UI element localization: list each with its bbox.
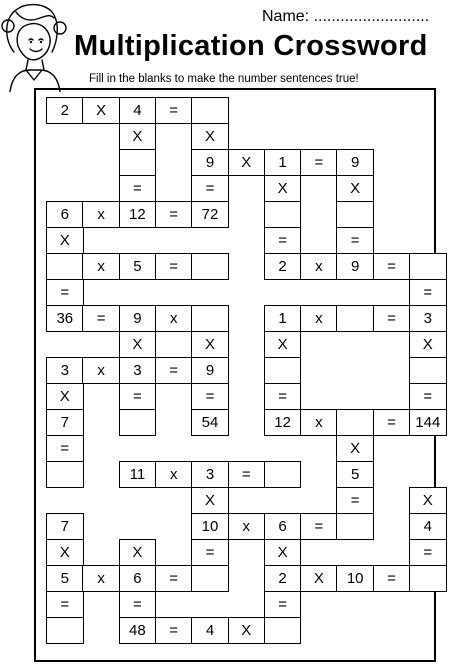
crossword-cell: 72 — [191, 201, 229, 228]
crossword-cell: 5 — [119, 253, 157, 280]
crossword-cell: 11 — [119, 461, 157, 488]
crossword-cell: 9 — [191, 357, 229, 384]
crossword-cell: X — [409, 487, 447, 514]
crossword-cell: X — [119, 539, 157, 566]
blank-answer-cell[interactable] — [191, 565, 229, 592]
girl-avatar-icon — [0, 0, 68, 92]
crossword-cell: X — [191, 331, 229, 358]
crossword-cell: 7 — [46, 409, 84, 436]
crossword-cell: 10 — [191, 513, 229, 540]
crossword-cell: 4 — [191, 617, 229, 644]
crossword-cell: X — [119, 123, 157, 150]
crossword-cell: X — [191, 487, 229, 514]
crossword-cell: X — [264, 175, 302, 202]
crossword-cell: X — [191, 123, 229, 150]
crossword-cell: 3 — [46, 357, 84, 384]
crossword-cell: 2 — [264, 253, 302, 280]
crossword-cell: X — [46, 227, 84, 254]
crossword-cell: 48 — [119, 617, 157, 644]
crossword-cell: 1 — [264, 305, 302, 332]
page-title: Multiplication Crossword — [74, 30, 428, 62]
crossword-cell: X — [228, 149, 266, 176]
crossword-cell: 6 — [264, 513, 302, 540]
crossword-cell: 7 — [46, 513, 84, 540]
crossword-cell: = — [336, 227, 374, 254]
crossword-cell: 5 — [336, 461, 374, 488]
crossword-cell: = — [300, 149, 338, 176]
crossword-cell: 144 — [409, 409, 447, 436]
blank-answer-cell[interactable] — [409, 253, 447, 280]
crossword-cell: = — [373, 305, 411, 332]
crossword-cell: = — [191, 175, 229, 202]
crossword-cell: = — [300, 513, 338, 540]
blank-answer-cell[interactable] — [336, 305, 374, 332]
crossword-cell: = — [191, 539, 229, 566]
crossword-cell: = — [228, 461, 266, 488]
crossword-cell: 3 — [409, 305, 447, 332]
blank-answer-cell[interactable] — [46, 253, 84, 280]
crossword-cell: 12 — [119, 201, 157, 228]
crossword-cell: X — [264, 331, 302, 358]
crossword-cell: X — [228, 617, 266, 644]
crossword-cell: x — [82, 201, 120, 228]
crossword-cell: X — [46, 383, 84, 410]
crossword-cell: 2 — [264, 565, 302, 592]
crossword-cell: x — [155, 461, 193, 488]
blank-answer-cell[interactable] — [336, 201, 374, 228]
crossword-cell: 1 — [264, 149, 302, 176]
blank-answer-cell[interactable] — [264, 617, 302, 644]
blank-answer-cell[interactable] — [46, 617, 84, 644]
crossword-cell: 6 — [119, 565, 157, 592]
blank-answer-cell[interactable] — [191, 305, 229, 332]
crossword-cell: x — [228, 513, 266, 540]
crossword-cell: = — [155, 253, 193, 280]
blank-answer-cell[interactable] — [336, 409, 374, 436]
crossword-cell: 3 — [191, 461, 229, 488]
blank-answer-cell[interactable] — [409, 565, 447, 592]
crossword-cell: 4 — [119, 97, 157, 124]
crossword-cell: = — [46, 591, 84, 618]
crossword-cell: 9 — [336, 149, 374, 176]
blank-answer-cell[interactable] — [264, 201, 302, 228]
crossword-cell: = — [46, 435, 84, 462]
crossword-cell: 9 — [191, 149, 229, 176]
crossword-cell: = — [409, 279, 447, 306]
crossword-cell: 3 — [119, 357, 157, 384]
crossword-cell: x — [300, 253, 338, 280]
crossword-cell: 12 — [264, 409, 302, 436]
crossword-cell: x — [82, 565, 120, 592]
crossword-cell: = — [264, 591, 302, 618]
crossword-cell: 6 — [46, 201, 84, 228]
crossword-cell: 9 — [336, 253, 374, 280]
crossword-cell: = — [409, 383, 447, 410]
crossword-cell: x — [300, 305, 338, 332]
blank-answer-cell[interactable] — [191, 253, 229, 280]
crossword-cell: X — [46, 539, 84, 566]
blank-answer-cell[interactable] — [46, 461, 84, 488]
crossword-cell: = — [409, 539, 447, 566]
blank-answer-cell[interactable] — [264, 357, 302, 384]
crossword-cell: x — [82, 253, 120, 280]
blank-answer-cell[interactable] — [119, 409, 157, 436]
crossword-cell: x — [300, 409, 338, 436]
crossword-cell: X — [119, 331, 157, 358]
crossword-cell: = — [373, 409, 411, 436]
crossword-cell: = — [155, 201, 193, 228]
crossword-cell: = — [191, 383, 229, 410]
crossword-cell: 2 — [46, 97, 84, 124]
crossword-cell: = — [373, 253, 411, 280]
crossword-cell: X — [82, 97, 120, 124]
crossword-cell: X — [264, 539, 302, 566]
crossword-cell: = — [155, 357, 193, 384]
crossword-cell: = — [155, 617, 193, 644]
instructions-text: Fill in the blanks to make the number sentences true! — [89, 73, 359, 85]
crossword-cell: = — [82, 305, 120, 332]
name-field-label: Name: .......................... — [262, 8, 430, 25]
blank-answer-cell[interactable] — [191, 97, 229, 124]
blank-answer-cell[interactable] — [409, 357, 447, 384]
crossword-cell: = — [264, 227, 302, 254]
crossword-cell: = — [155, 565, 193, 592]
crossword-cell: = — [373, 565, 411, 592]
crossword-cell: x — [82, 357, 120, 384]
crossword-cell: 9 — [119, 305, 157, 332]
crossword-cell: X — [409, 331, 447, 358]
crossword-cell: 10 — [336, 565, 374, 592]
crossword-cell: = — [46, 279, 84, 306]
crossword-cell: = — [336, 487, 374, 514]
crossword-cell: = — [155, 97, 193, 124]
blank-answer-cell[interactable] — [336, 513, 374, 540]
crossword-cell: = — [119, 383, 157, 410]
crossword-cell: 4 — [409, 513, 447, 540]
crossword-cell: 5 — [46, 565, 84, 592]
blank-answer-cell[interactable] — [119, 149, 157, 176]
crossword-cell: X — [336, 175, 374, 202]
crossword-cell: = — [119, 175, 157, 202]
crossword-cell: X — [336, 435, 374, 462]
crossword-cell: = — [119, 591, 157, 618]
crossword-cell: X — [300, 565, 338, 592]
crossword-cell: = — [264, 383, 302, 410]
crossword-cell: 54 — [191, 409, 229, 436]
crossword-cell: x — [155, 305, 193, 332]
crossword-cell: 36 — [46, 305, 84, 332]
blank-answer-cell[interactable] — [264, 461, 302, 488]
